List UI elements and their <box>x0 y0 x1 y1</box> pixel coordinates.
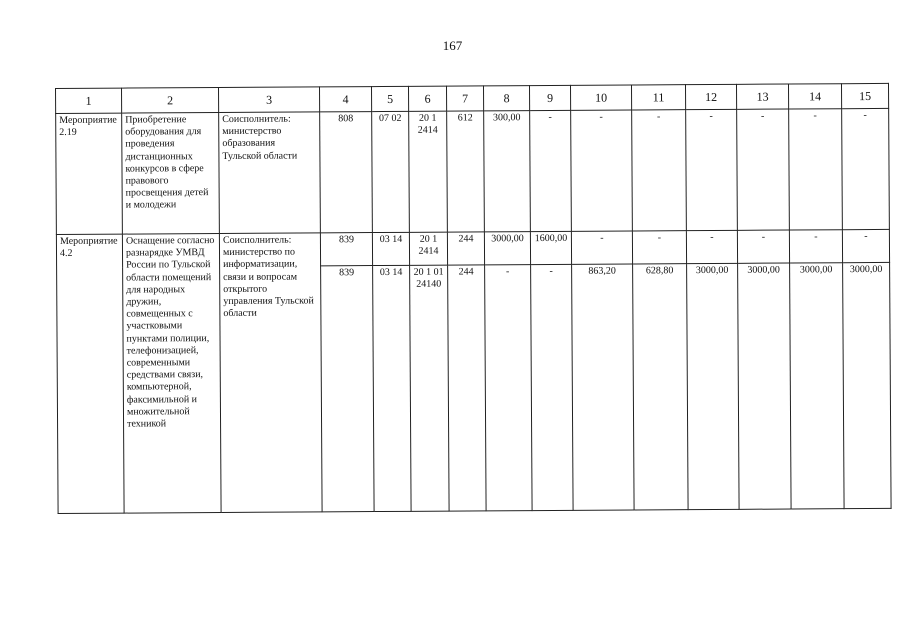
value-cell: - <box>571 110 633 231</box>
value-cell: - <box>842 229 889 262</box>
value-cell: - <box>686 109 738 230</box>
value-cell: 628,80 <box>633 264 689 510</box>
column-header: 13 <box>736 84 788 109</box>
value-cell: 839 <box>320 233 372 266</box>
column-header: 4 <box>319 87 371 112</box>
column-header: 5 <box>371 86 408 111</box>
page-number: 167 <box>442 38 463 53</box>
value-cell: - <box>737 109 790 230</box>
value-cell: - <box>530 110 572 231</box>
executor-cell: Соисполнитель: министерство по информатизации, связи и вопросам открытого управления Тульской области <box>219 233 322 513</box>
column-header: 1 <box>56 88 122 113</box>
value-cell: 3000,00 <box>738 263 792 509</box>
measure-cell: Мероприятие 4.2 <box>56 234 124 513</box>
column-header: 12 <box>685 84 736 109</box>
column-header: 8 <box>483 86 529 111</box>
value-cell: 244 <box>448 265 487 511</box>
value-cell: - <box>842 108 890 229</box>
value-cell: - <box>485 265 533 511</box>
value-cell: 07 02 <box>372 111 410 232</box>
value-cell: 3000,00 <box>790 263 845 509</box>
value-cell: 3000,00 <box>484 232 530 265</box>
column-header: 9 <box>529 85 570 110</box>
value-cell: - <box>531 264 574 510</box>
column-header: 11 <box>631 85 685 110</box>
value-cell: 839 <box>321 266 375 512</box>
value-cell: 244 <box>447 232 484 265</box>
column-header: 2 <box>122 88 219 114</box>
value-cell: - <box>789 109 843 230</box>
value-cell: 20 1 2414 <box>409 111 448 232</box>
value-cell: - <box>632 110 687 231</box>
column-header: 10 <box>570 85 631 110</box>
executor-cell: Соисполнитель: министерство образования Тульской области <box>219 112 321 234</box>
column-header: 6 <box>408 86 446 111</box>
measure-name-cell: Приобретение оборудования для проведения дистанционных конкурсов в сфере правового просвещения детей и молодежи <box>122 113 220 235</box>
table-row <box>56 229 889 267</box>
value-cell: 863,20 <box>572 264 635 510</box>
value-cell: 03 14 <box>373 265 412 511</box>
value-cell: 03 14 <box>372 232 409 265</box>
value-cell: 612 <box>447 111 485 232</box>
value-cell: - <box>737 230 789 263</box>
value-cell: 300,00 <box>484 111 531 232</box>
value-cell: 3000,00 <box>687 263 740 509</box>
column-header: 14 <box>788 84 841 109</box>
value-cell: - <box>789 230 842 263</box>
value-cell: 3000,00 <box>843 262 892 508</box>
column-header: 7 <box>446 86 483 111</box>
value-cell: 20 1 01 24140 <box>410 265 450 511</box>
measure-name-cell: Оснащение согласно разнарядке УМВД России по Тульской области помещений для народных дружин, совмещенных с участковыми пунктами полиции, телефонизацией, современными средствами связи, компьютерной, факсимильной и множительной техникой <box>122 233 221 513</box>
value-cell: 808 <box>320 112 373 233</box>
budget-table <box>55 83 892 514</box>
measure-cell: Мероприятие 2.19 <box>56 113 123 234</box>
column-header: 15 <box>841 83 888 108</box>
table-row <box>56 108 890 234</box>
value-cell: - <box>632 231 686 264</box>
value-cell: 20 1 2414 <box>409 232 447 265</box>
value-cell: 1600,00 <box>530 231 571 264</box>
value-cell: - <box>686 230 737 263</box>
value-cell: - <box>571 231 632 264</box>
column-header: 3 <box>219 87 320 113</box>
